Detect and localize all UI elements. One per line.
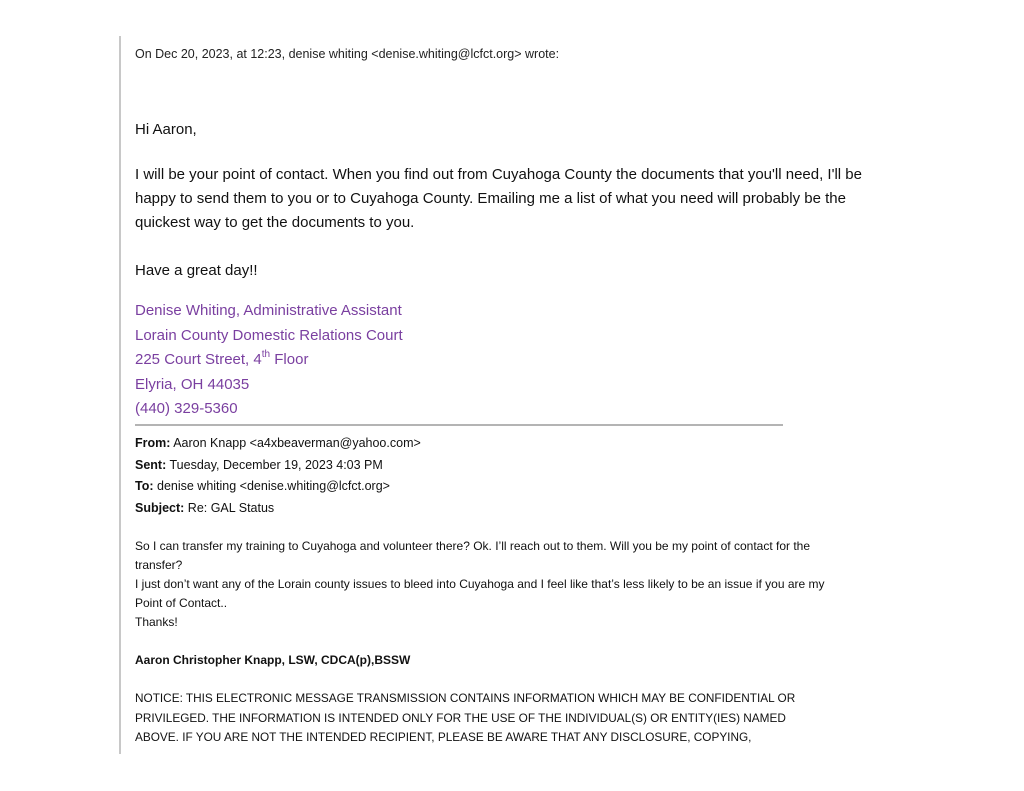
original-message <box>135 537 875 632</box>
reply-line: I will be your point of contact. When you find out from Cuyahoga County the documents that you'll need, I'll be <box>135 166 862 183</box>
notice-line: PRIVILEGED. THE INFORMATION IS INTENDED ONLY FOR THE USE OF THE INDIVIDUAL(S) OR ENTITY(IES) NAMED <box>135 710 786 725</box>
reply-line: happy to send them to you or to Cuyahoga County. Emailing me a list of what you need will probably be the <box>135 190 846 207</box>
message-line: So I can transfer my training to Cuyahoga and volunteer there? Ok. I’ll reach out to them. Will you be my point of contact for the <box>135 539 811 553</box>
separator-rule <box>135 424 783 426</box>
from-row <box>135 433 421 455</box>
subject-label: Subject: <box>135 500 185 515</box>
message-line: transfer? <box>135 558 183 572</box>
street-ordinal: th <box>261 349 271 360</box>
subject-value: Re: GAL Status <box>184 500 275 515</box>
to-value: denise whiting <denise.whiting@lcfct.org> <box>153 479 390 493</box>
signature-city: Elyria, OH 44035 <box>135 375 250 393</box>
signature-street <box>135 348 403 373</box>
street-prefix: 225 Court Street, 4 <box>135 351 262 368</box>
confidentiality-notice <box>135 689 855 748</box>
quote-bar <box>119 36 121 754</box>
signature-block <box>135 299 403 422</box>
reply-paragraph <box>135 163 905 235</box>
signature-name-title: Denise Whiting, Administrative Assistant <box>135 302 402 319</box>
reply-line: quickest way to get the documents to you. <box>135 214 415 231</box>
signature-court: Lorain County Domestic Relations Court <box>135 326 403 344</box>
subject-row <box>135 498 421 520</box>
quote-header: On Dec 20, 2023, at 12:23, denise whiting <denise.whiting@lcfct.org> wrote: <box>135 47 560 61</box>
notice-line: ABOVE. IF YOU ARE NOT THE INTENDED RECIPIENT, PLEASE BE AWARE THAT ANY DISCLOSURE, COPYING, <box>135 730 752 744</box>
notice-line: NOTICE: THIS ELECTRONIC MESSAGE TRANSMISSION CONTAINS INFORMATION WHICH MAY BE CONFIDENTIAL OR <box>135 691 796 705</box>
street-suffix: Floor <box>270 351 309 368</box>
closing: Have a great day!! <box>135 262 258 279</box>
sent-value: Tuesday, December 19, 2023 4:03 PM <box>166 457 383 472</box>
message-line: I just don’t want any of the Lorain county issues to bleed into Cuyahoga and I feel like that’s less likely to be an issue if you are my <box>135 577 825 591</box>
greeting: Hi Aaron, <box>135 121 197 138</box>
from-label: From: <box>135 436 171 450</box>
message-line: Thanks! <box>135 615 178 629</box>
message-line: Point of Contact.. <box>135 596 228 610</box>
signature-phone: (440) 329-5360 <box>135 400 238 417</box>
from-value: Aaron Knapp <a4xbeaverman@yahoo.com> <box>170 436 421 450</box>
forwarded-header <box>135 433 421 519</box>
to-row <box>135 476 421 498</box>
to-label: To: <box>135 479 154 493</box>
sent-row <box>135 455 421 477</box>
sent-label: Sent: <box>135 457 167 472</box>
author-signature: Aaron Christopher Knapp, LSW, CDCA(p),BSSW <box>135 653 411 667</box>
